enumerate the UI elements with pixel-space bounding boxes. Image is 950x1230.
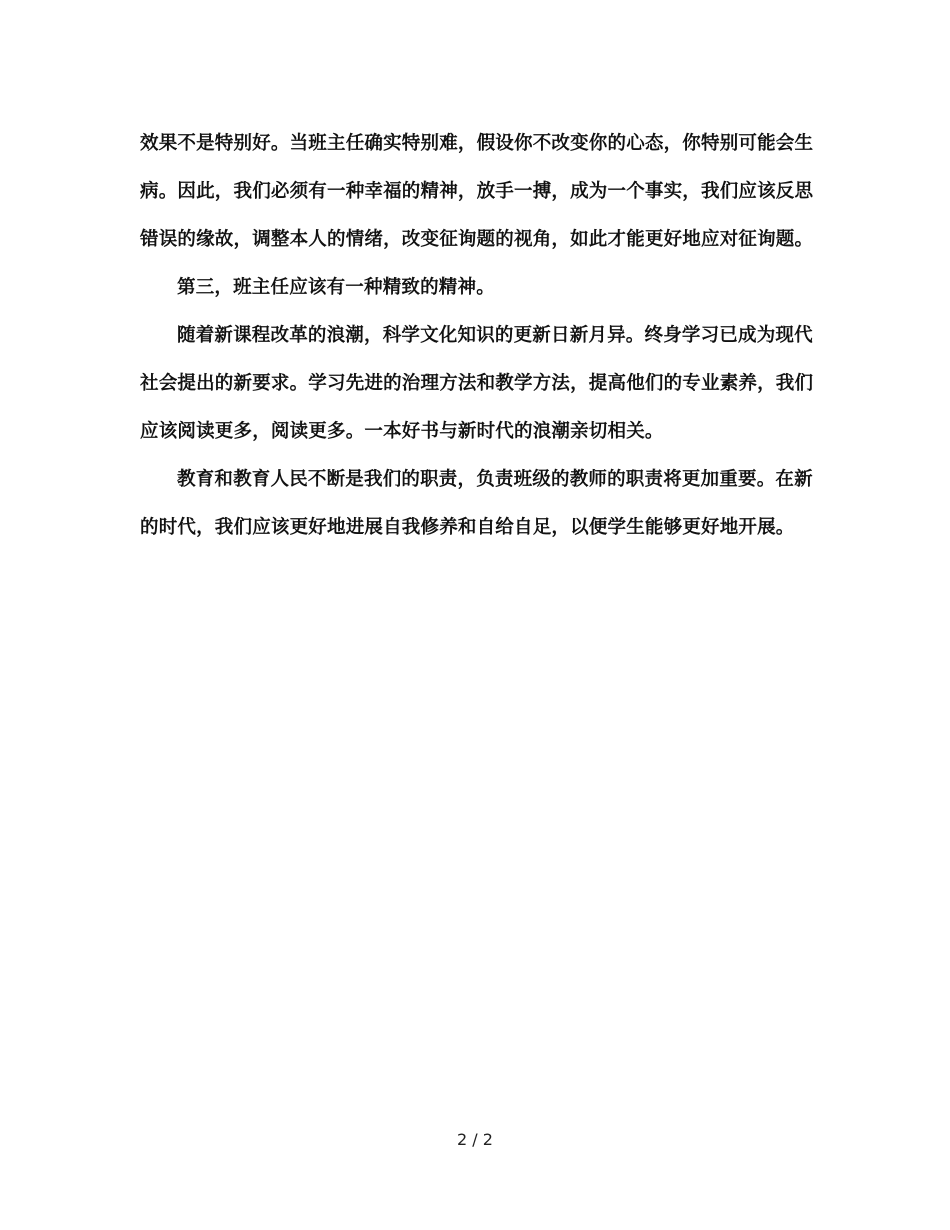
- text-line: 的时代，我们应该更好地进展自我修养和自给自足，以便学生能够更好地开展。: [140, 517, 795, 538]
- paragraph-teacher-duty: [140, 459, 812, 555]
- text-line: 随着新课程改革的浪潮，科学文化知识的更新日新月异。终身学习已成为现代: [177, 325, 813, 346]
- text-line: 教育和教育人民不断是我们的职责，负责班级的教师的职责将更加重要。在新: [177, 469, 813, 490]
- text-line: 错误的缘故，调整本人的情绪，改变征询题的视角，如此才能更好地应对征询题。: [140, 229, 814, 250]
- paragraph-continued: [140, 123, 812, 267]
- text-line: 第三，班主任应该有一种精致的精神。: [177, 277, 495, 298]
- text-line: 效果不是特别好。当班主任确实特别难，假设你不改变你的心态，你特别可能会生: [140, 133, 814, 154]
- text-line: 病。因此，我们必须有一种幸福的精神，放手一搏，成为一个事实，我们应该反思: [140, 181, 814, 202]
- text-line: 社会提出的新要求。学习先进的治理方法和教学方法，提高他们的专业素养，我们: [140, 373, 814, 394]
- document-body: [140, 123, 812, 555]
- page-number: 2 / 2: [457, 1130, 493, 1149]
- paragraph-heading-third-point: [140, 267, 812, 315]
- text-line: 应该阅读更多，阅读更多。一本好书与新时代的浪潮亲切相关。: [140, 421, 664, 442]
- paragraph-lifelong-learning: [140, 315, 812, 459]
